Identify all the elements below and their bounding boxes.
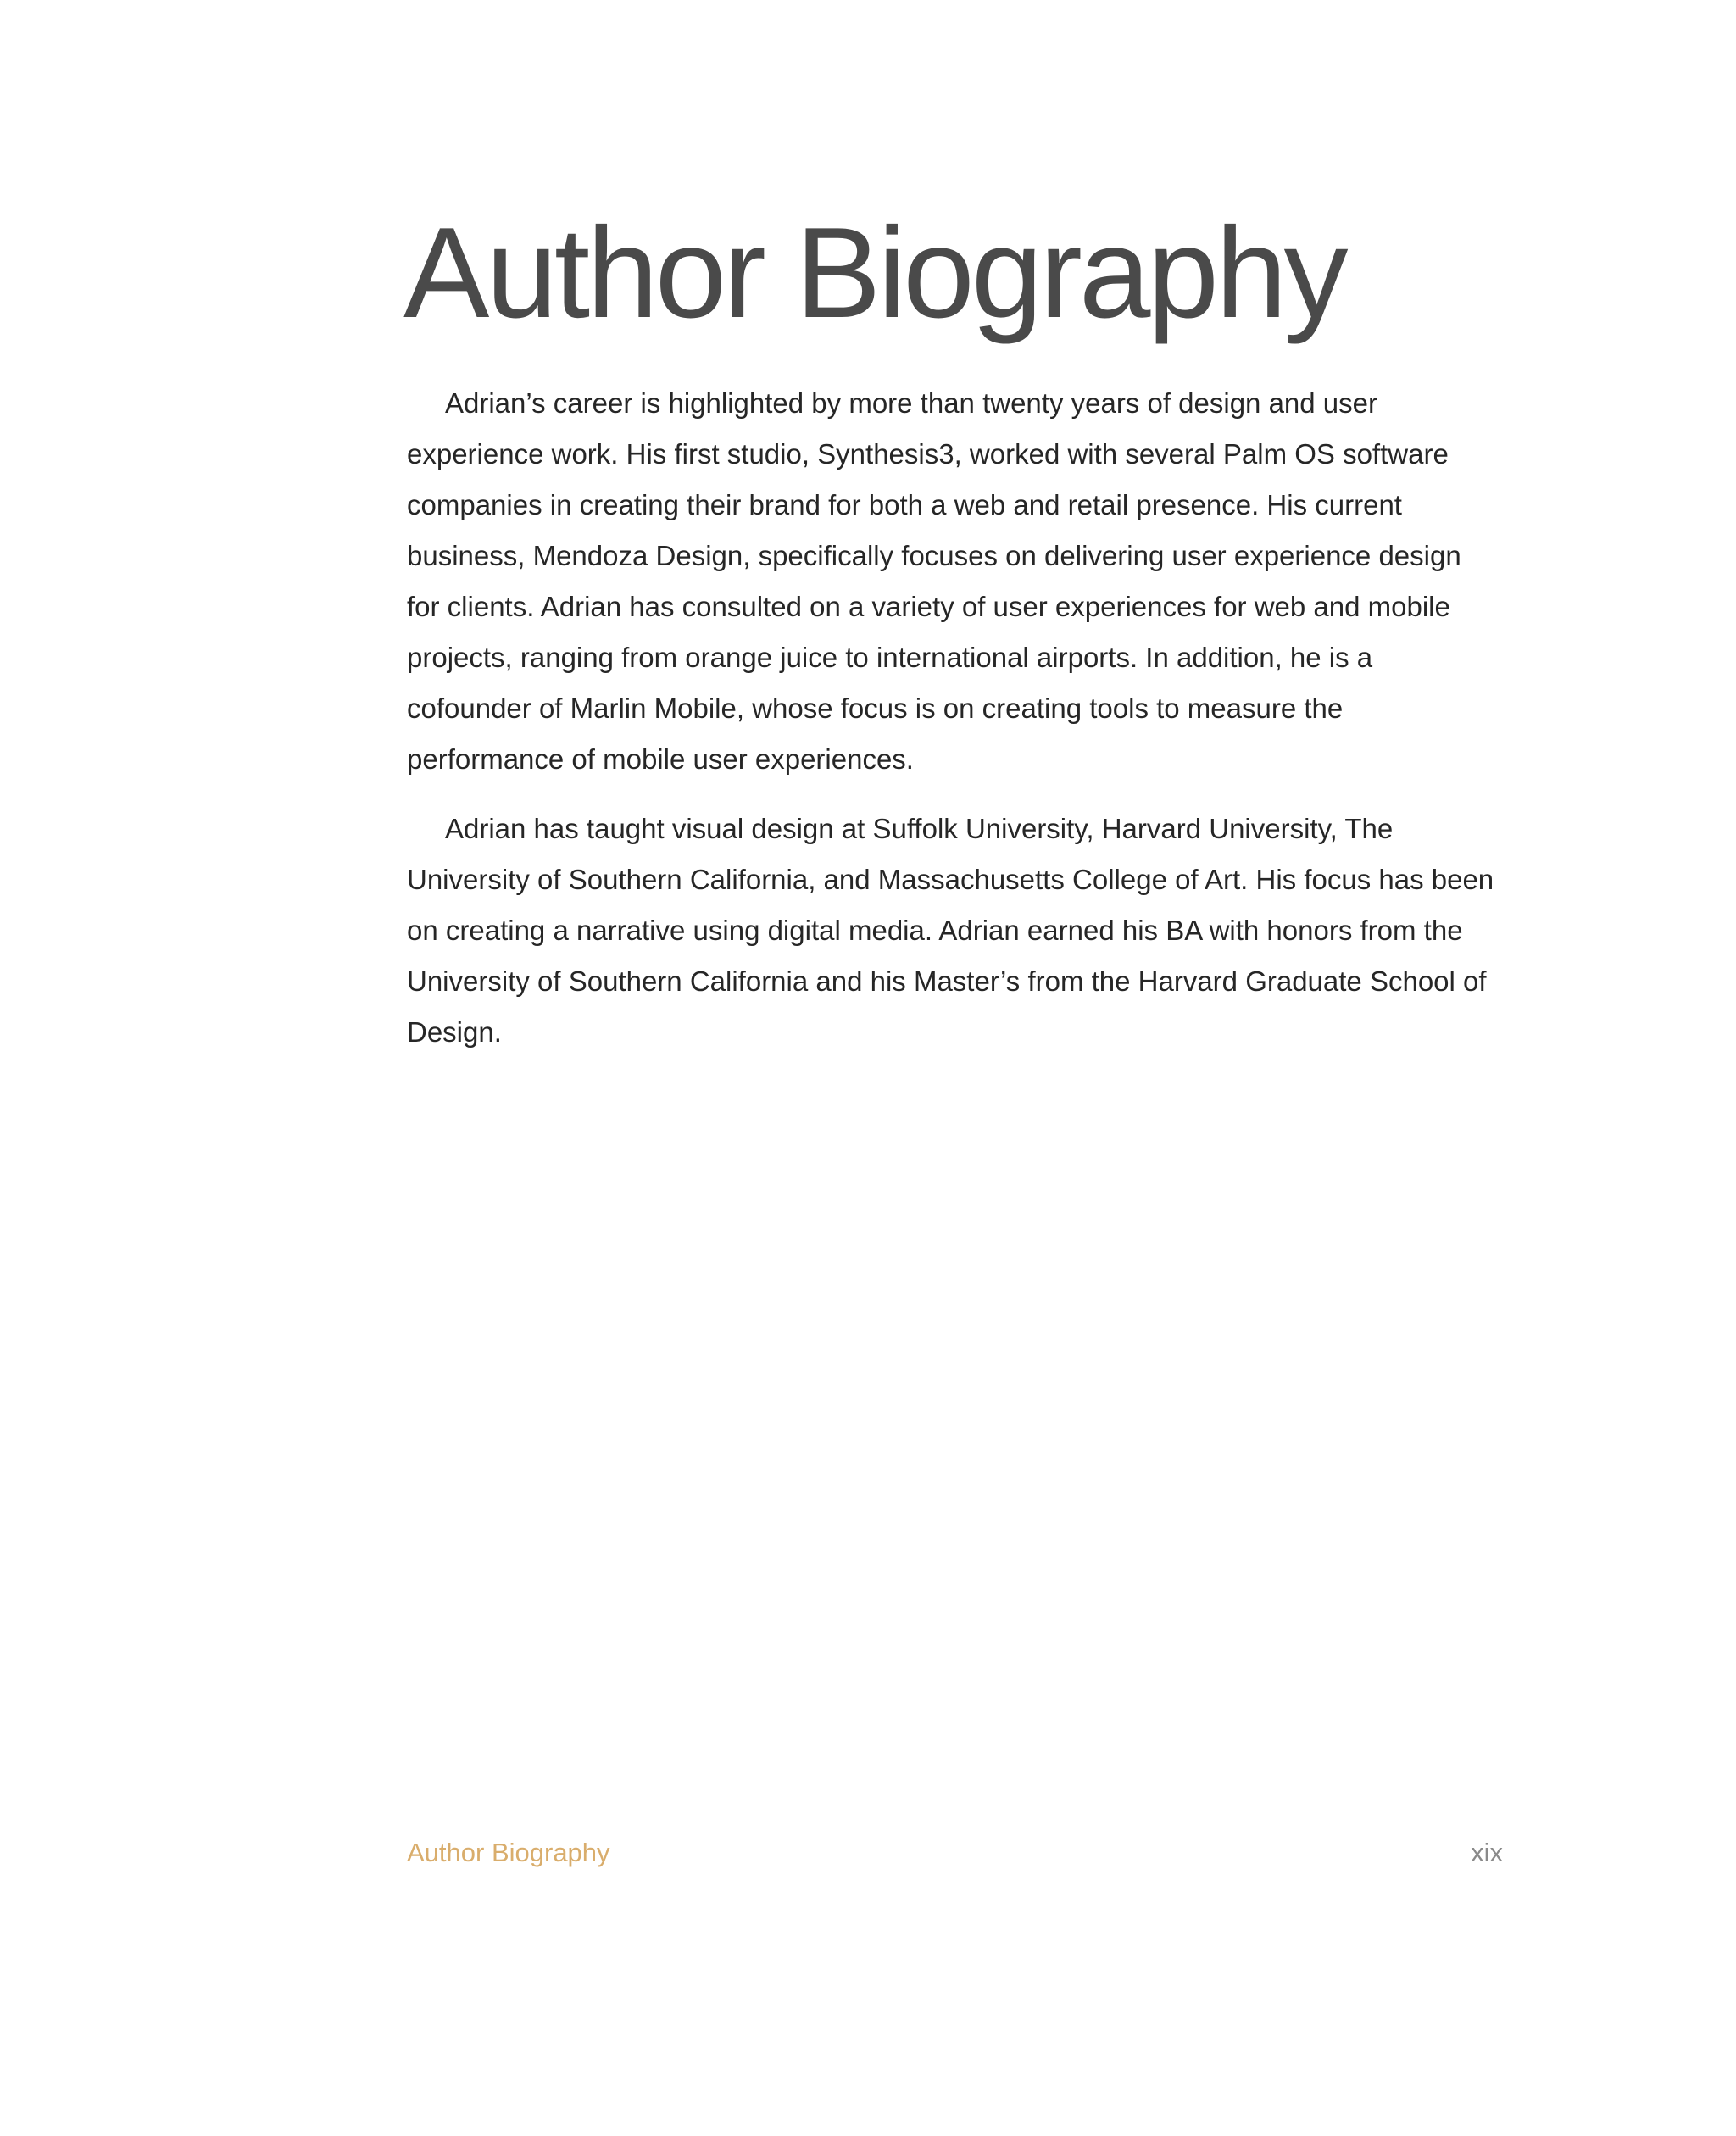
page-title: Author Biography <box>403 201 1345 345</box>
footer-page-number: xix <box>1471 1838 1503 1867</box>
biography-paragraph-1: Adrian’s career is highlighted by more than twenty years of design and user experience work. His first studio, Synthesis3, worked with several Palm OS software companies in creating their brand for both a web and retail presence. His current business, Mendoza Design, specifically focuses on delivering user experience design for clients. Adrian has consulted on a variety of user experiences for web and mobile projects, ranging from orange juice to international airports. In addition, he is a cofounder of Marlin Mobile, whose focus is on creating tools to measure the performance of mobile user experiences. <box>407 387 1461 775</box>
biography-paragraph-2: Adrian has taught visual design at Suffolk University, Harvard University, The University of Southern California, and Massachusetts College of Art. His focus has been on creating a narrative using digital media. Adrian earned his BA with honors from the University of Southern California and his Master’s from the Harvard Graduate School of Design. <box>407 813 1494 1048</box>
footer-section-title: Author Biography <box>407 1838 610 1867</box>
biography-body <box>407 378 1500 1076</box>
